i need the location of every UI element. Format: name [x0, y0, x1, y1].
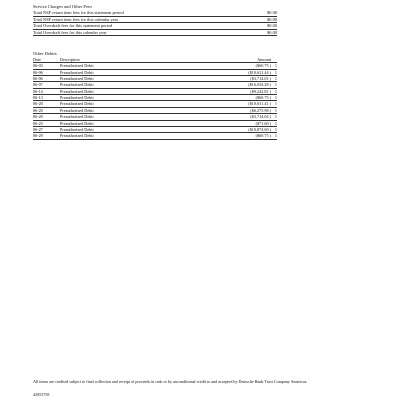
debit-flag: 1	[271, 114, 277, 120]
debit-date: 06-13	[33, 95, 60, 101]
debit-amount: ($10,874.60 )	[210, 126, 271, 132]
debit-flag: 1	[271, 76, 277, 82]
debit-amount: ($9,242.81 )	[210, 88, 271, 94]
debit-date: 06-07	[33, 82, 60, 88]
debit-flag: 1	[271, 120, 277, 126]
debit-date: 06-06	[33, 69, 60, 75]
debit-date: 06-20	[33, 107, 60, 113]
debit-amount: ($10,631.44 )	[210, 69, 271, 75]
debit-flag: 1	[271, 88, 277, 94]
debit-description: Preauthorized Debit	[60, 120, 210, 126]
debit-flag: 1	[271, 95, 277, 101]
debit-date: 06-27	[33, 126, 60, 132]
debit-description: Preauthorized Debit	[60, 63, 210, 69]
fee-amount: $0.00	[237, 16, 277, 23]
fee-label: Total Overdraft fees for this calendar year	[33, 29, 237, 36]
debit-flag: 1	[271, 126, 277, 132]
debit-date: 06-25	[33, 120, 60, 126]
debit-flag: 1	[271, 82, 277, 88]
fee-label: Total NSF return item fees for this calendar year	[33, 16, 237, 23]
fee-label: Total Overdraft fees for this statement period	[33, 23, 237, 30]
debit-date: 06-20	[33, 101, 60, 107]
other-debits-table	[33, 57, 277, 140]
debit-description: Preauthorized Debit	[60, 107, 210, 113]
debit-description: Preauthorized Debit	[60, 95, 210, 101]
debit-description: Preauthorized Debit	[60, 69, 210, 75]
debit-description: Preauthorized Debit	[60, 101, 210, 107]
debit-amount: ($6,275.98 )	[210, 107, 271, 113]
debit-amount: ($10,631.41 )	[210, 101, 271, 107]
debit-amount: ($60.75 )	[210, 133, 271, 139]
debit-date: 06-14	[33, 88, 60, 94]
date-column-header: Date	[33, 57, 60, 63]
debit-flag: 1	[271, 107, 277, 113]
debit-amount: ($3,714.04 )	[210, 114, 271, 120]
debit-flag: 1	[271, 69, 277, 75]
debit-description: Preauthorized Debit	[60, 126, 210, 132]
service-charges-title: Service Charges and Other Fees	[33, 4, 92, 9]
debit-date: 06-20	[33, 114, 60, 120]
debit-flag: 1	[271, 133, 277, 139]
debit-amount: ($16,034.28 )	[210, 82, 271, 88]
debit-description: Preauthorized Debit	[60, 88, 210, 94]
debit-amount: ($71.60 )	[210, 120, 271, 126]
debit-flag: 1	[271, 101, 277, 107]
debit-description: Preauthorized Debit	[60, 82, 210, 88]
fee-label: Total NSF return item fees for this statement period	[33, 10, 237, 16]
other-debits-title: Other Debits	[33, 51, 57, 56]
debit-flag: 1	[271, 63, 277, 69]
table-row	[33, 133, 277, 139]
debit-description: Preauthorized Debit	[60, 133, 210, 139]
table-row	[33, 16, 277, 23]
description-column-header: Description	[60, 57, 210, 63]
fee-amount: $0.00	[237, 23, 277, 30]
debit-amount: ($3,714.01 )	[210, 76, 271, 82]
amount-column-header: Amount	[210, 57, 271, 63]
fee-amount: $0.00	[237, 29, 277, 36]
fee-amount: $0.00	[237, 10, 277, 16]
debit-amount: ($60.75 )	[210, 63, 271, 69]
service-charges-table	[33, 10, 277, 36]
debit-description: Preauthorized Debit	[60, 76, 210, 82]
debit-amount: ($60.75 )	[210, 95, 271, 101]
debit-date: 06-06	[33, 76, 60, 82]
debit-date: 06-03	[33, 63, 60, 69]
table-row	[33, 29, 277, 36]
collection-disclaimer: All items are credited subject to final collection and receipt of proceeds in cash or by unconditional credit to and accepted by Deutsche Bank Trust Company Americas.	[33, 379, 308, 384]
page-identifier: 42953758	[33, 392, 50, 397]
debit-description: Preauthorized Debit	[60, 114, 210, 120]
debit-date: 06-29	[33, 133, 60, 139]
table-row	[33, 23, 277, 30]
